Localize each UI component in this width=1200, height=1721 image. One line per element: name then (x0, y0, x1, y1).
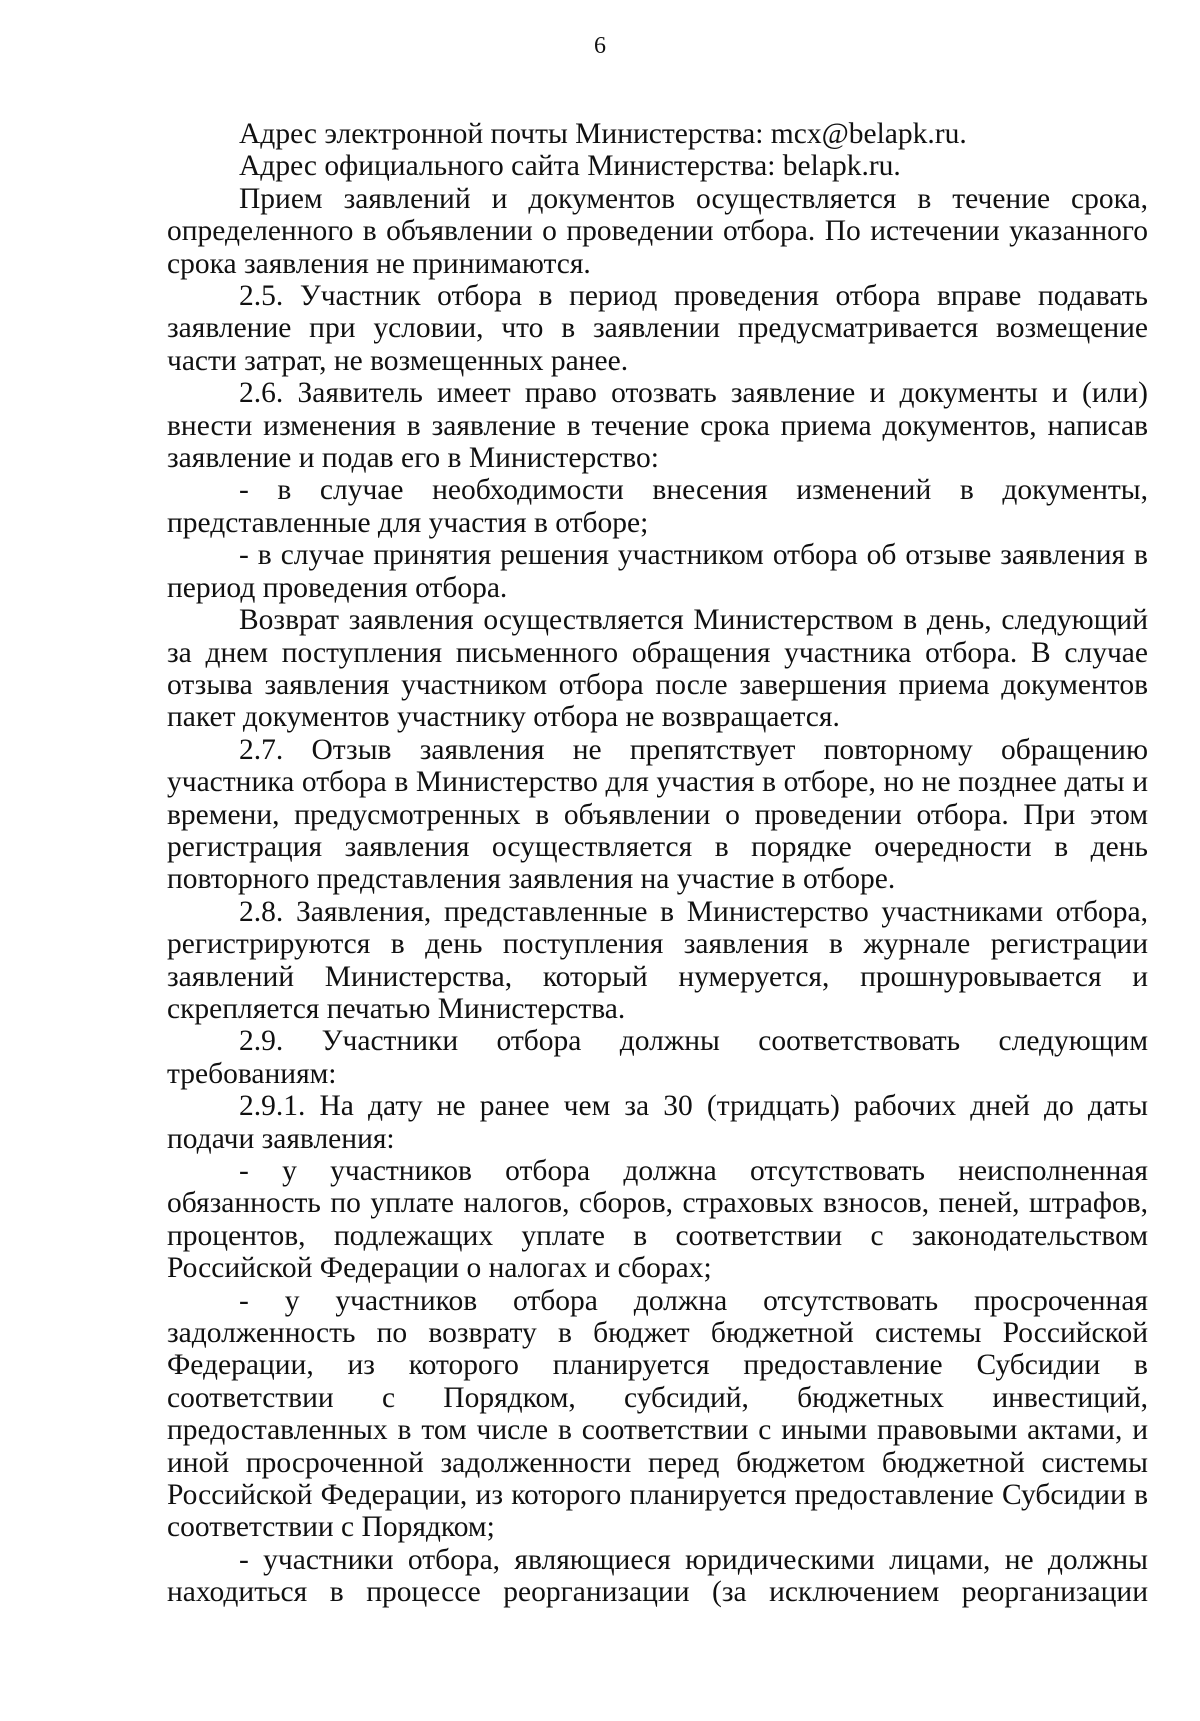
paragraph-2-9-1: 2.9.1. На дату не ранее чем за 30 (тридцать) рабочих дней до даты подачи заявления: (167, 1090, 1148, 1155)
list-item-withdrawal: - в случае принятия решения участником отбора об отзыве заявления в период проведения отбора. (167, 539, 1148, 604)
paragraph-website: Адрес официального сайта Министерства: belapk.ru. (239, 150, 901, 183)
list-item-tax-obligation: - у участников отбора должна отсутствовать неисполненная обязанность по уплате налогов, сборов, страховых взносов, пеней, штрафов, процентов, подлежащих уплате в соответствии с законодательством Российской Федерации о налогах и сборах; (167, 1155, 1148, 1285)
page-number: 6 (594, 33, 606, 59)
paragraph-2-7: 2.7. Отзыв заявления не препятствует повторному обращению участника отбора в Министерство для участия в отборе, но не позднее даты и времени, предусмотренных в объявлении о проведении отбора. При этом регистрация заявления осуществляется в порядке очередности в день повторного представления заявления на участие в отборе. (167, 733, 1148, 896)
paragraph-2-5: 2.5. Участник отбора в период проведения отбора вправе подавать заявление при условии, что в заявлении предусматривается возмещение части затрат, не возмещенных ранее. (167, 280, 1148, 377)
paragraph-2-6: 2.6. Заявитель имеет право отозвать заявление и документы и (или) внести изменения в заявление в течение срока приема документов, написав заявление и подав его в Министерство: (167, 377, 1148, 475)
paragraph-email: Адрес электронной почты Министерства: mcx@belapk.ru. (239, 118, 967, 150)
document-body (167, 118, 1148, 1609)
paragraph-return: Возврат заявления осуществляется Министерством в день, следующий за днем поступления письменного обращения участника отбора. В случае отзыва заявления участником отбора после завершения приема документов пакет документов участнику отбора не возвращается. (167, 604, 1148, 734)
paragraph-application-acceptance: Прием заявлений и документов осуществляется в течение срока, определенного в объявлении о проведении отбора. По истечении указанного срока заявления не принимаются. (167, 182, 1148, 280)
paragraph-2-9: 2.9. Участники отбора должны соответствовать следующим требованиям: (167, 1025, 1148, 1090)
list-item-changes: - в случае необходимости внесения изменений в документы, представленные для участия в отборе; (167, 474, 1148, 539)
list-item-reorganization: - участники отбора, являющиеся юридическими лицами, не должны находиться в процессе реорганизации (за исключением реорганизации (167, 1543, 1148, 1609)
paragraph-2-8: 2.8. Заявления, представленные в Министерство участниками отбора, регистрируются в день поступления заявления в журнале регистрации заявлений Министерства, который нумеруется, прошнуровывается и скрепляется печатью Министерства. (167, 895, 1148, 1025)
list-item-overdue-debt: - у участников отбора должна отсутствовать просроченная задолженность по возврату в бюджет бюджетной системы Российской Федерации, из которого планируется предоставление Субсидии в соответствии с Порядком, субсидий, бюджетных инвестиций, предоставленных в том числе в соответствии с иными правовыми актами, и иной просроченной задолженности перед бюджетом бюджетной системы Российской Федерации, из которого планируется предоставление Субсидии в соответствии с Порядком; (167, 1284, 1148, 1544)
